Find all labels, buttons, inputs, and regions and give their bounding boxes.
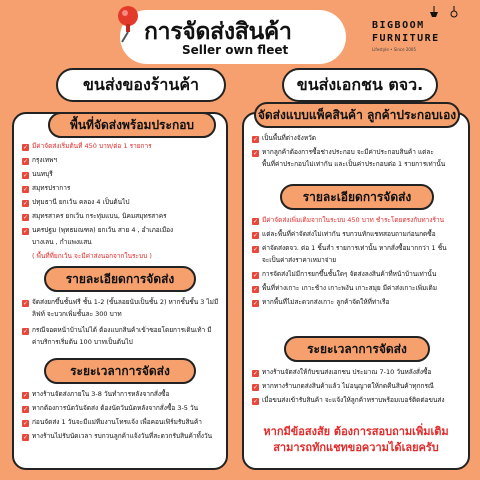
list-item: ✓ เมื่อขนส่งเข้ารับสินค้า จะแจ้งให้ลูกค้าทราบพร้อมเบอร์ติดต่อขนส่ง — [252, 396, 445, 405]
list-item: ✓ กรุงเทพฯ — [22, 156, 58, 165]
left-column-heading: ขนส่งของร้านค้า — [56, 68, 226, 102]
list-item: ✓ จัดส่งยกขึ้นชั้นฟรี ชั้น 1-2 (ขั้นลอยนับเป็นชั้น 2) หากชั้นชั้น 3 ไม่มี — [22, 298, 219, 307]
page-title: การจัดส่งสินค้า — [144, 19, 292, 45]
brand-tagline: Lifestyle • Since 2005 — [372, 47, 416, 52]
check-icon: ✓ — [22, 434, 29, 441]
list-item: ✓ กรณีจอดหน้าบ้านไม่ได้ ต้องแบกสินค้าเข้าซอยโดยการเดินเท้า มี — [22, 326, 212, 335]
list-item-continued: ลิฟท์ จะบวกเพิ่มชั้นละ 300 บาท — [32, 310, 122, 318]
list-item: ✓ หากพื้นที่ไม่สะดวกส่งเกาะ ลูกค้าจัดให้ที่ท่าเรือ — [252, 298, 390, 307]
right-panel — [242, 108, 470, 470]
check-icon: ✓ — [252, 384, 259, 391]
section-delivery-details-province: รายละเอียดการจัดส่ง — [280, 184, 434, 210]
section-delivery-time-province: ระยะเวลาการจัดส่ง — [284, 336, 430, 362]
check-icon: ✓ — [22, 200, 29, 207]
check-icon: ✓ — [22, 328, 29, 335]
list-item: ✓ ทางร้านไม่รับนัดเวลา รบกวนลูกค้าแจ้งวันที่สะดวกรับสินค้าทั้งวัน — [22, 432, 213, 441]
list-item: ✓ พื้นที่ห่างเกาะ เกาะช้าง เกาะพงัน เกาะสมุย มีค่าส่งเกาะเพิ่มเติม — [252, 284, 438, 293]
list-item: ✓ เป็นพื้นที่ต่างจังหวัด — [252, 134, 316, 143]
list-item-continued: ค่าบริการเริ่มต้น 100 บาทเป็นต้นไป — [32, 338, 133, 346]
check-icon: ✓ — [252, 232, 259, 239]
check-icon: ✓ — [22, 228, 29, 235]
list-item-continued: จะเป็นค่าส่งราคาเหมาจ่าย — [262, 256, 337, 264]
check-icon: ✓ — [252, 136, 259, 143]
check-icon: ✓ — [252, 398, 259, 405]
check-icon: ✓ — [252, 272, 259, 279]
list-item: ✓ หากต้องการนัดวันจัดส่ง ต้องนัดวันนัดหลังจากสั่งซื้อ 3-5 วัน — [22, 404, 199, 413]
brand-name-line1: BIGBOOM — [372, 20, 425, 31]
list-item: ✓ ปทุมธานี ยกเว้น คลอง 4 เป็นต้นไป — [22, 198, 130, 207]
left-panel — [12, 112, 228, 470]
check-icon: ✓ — [22, 144, 29, 151]
check-icon: ✓ — [22, 300, 29, 307]
list-item: ✓ หากลูกค้าต้องการซื้อช่างประกอบ จะมีค่าประกอบสินค้า แต่ละ — [252, 148, 434, 157]
list-item: ✓ มีค่าจัดส่งเริ่มต้นที่ 450 บาท/ต่อ 1 รายการ — [22, 142, 152, 151]
list-item-continued: พื้นที่ค่าประกอบไม่เท่ากัน และเป็นค่าประกอบต่อ 1 รายการเท่านั้น — [262, 160, 446, 168]
check-icon: ✓ — [22, 158, 29, 165]
section-assembly-area: พื้นที่จัดส่งพร้อมประกอบ — [48, 112, 216, 138]
check-icon: ✓ — [22, 406, 29, 413]
check-icon: ✓ — [22, 186, 29, 193]
check-icon: ✓ — [252, 370, 259, 377]
list-item: ✓ ทางร้านจัดส่งภายใน 3-8 วันทำการหลังจากสั่งซื้อ — [22, 390, 170, 399]
check-icon: ✓ — [252, 246, 259, 253]
contact-note-line2: สามารถทักแชทขอความได้เลยครับ — [273, 441, 439, 454]
right-column-heading: ขนส่งเอกชน ตจว. — [282, 68, 438, 102]
check-icon: ✓ — [22, 420, 29, 427]
pushpin-icon — [114, 4, 148, 44]
list-item: ✓ ทางร้านจัดส่งให้กับขนส่งเอกชน ประมาณ 7-10 วันหลังสั่งซื้อ — [252, 368, 432, 377]
section-delivery-details: รายละเอียดการจัดส่ง — [44, 266, 196, 292]
list-item: ✓ สมุทรสาคร ยกเว้น กระทุ่มแบน, นิคมสมุทรสาคร — [22, 212, 167, 221]
list-item: ✓ ค่าจัดส่งตจว. ต่อ 1 ชิ้นสำ รายการเท่านั้น หากสั่งซื้อมากกว่า 1 ชิ้น — [252, 244, 447, 253]
section-self-assembly: จัดส่งแบบแพ็คสินค้า ลูกค้าประกอบเอง — [254, 102, 460, 128]
lamp-icon — [424, 6, 470, 18]
section-delivery-time: ระยะเวลาการจัดส่ง — [44, 358, 196, 384]
list-item: ✓ ก่อนจัดส่ง 1 วันจะมีแม่ทีมงานโทรแจ้ง เพื่อคอนเฟิร์มรับสินค้า — [22, 418, 202, 427]
exception-note: ( พื้นที่ที่ยกเว้น จะมีค่าส่งนอกจากในระบบ ) — [32, 252, 152, 260]
check-icon: ✓ — [252, 218, 259, 225]
page-subtitle: Seller own fleet — [182, 43, 289, 57]
brand-name-line2: FURNITURE — [372, 33, 440, 44]
list-item: ✓ แต่ละพื้นที่ค่าจัดส่งไม่เท่ากัน รบกวนทักแชทสอบถามก่อนกดซื้อ — [252, 230, 436, 239]
check-icon: ✓ — [22, 172, 29, 179]
check-icon: ✓ — [252, 286, 259, 293]
check-icon: ✓ — [252, 300, 259, 307]
contact-note-line1: หากมีข้อสงสัย ต้องการสอบถามเพิ่มเติม — [263, 425, 449, 438]
header-banner — [120, 10, 346, 64]
list-item: ✓ สมุทรปราการ — [22, 184, 71, 193]
check-icon: ✓ — [252, 150, 259, 157]
list-item: ✓ นนทบุรี — [22, 170, 53, 179]
check-icon: ✓ — [22, 392, 29, 399]
list-item: ✓ หากทางร้านกดส่งสินค้าแล้ว ไม่อนุญาตให้กดคืนสินค้าทุกกรณี — [252, 382, 434, 391]
check-icon: ✓ — [22, 214, 29, 221]
list-item: ✓ การจัดส่งไม่มีการยกขึ้นชั้นใดๆ จัดส่งลงสินค้าที่หน้าบ้านเท่านั้น — [252, 270, 437, 279]
list-item-continued: บางเลน , กำแพงแสน — [32, 238, 92, 246]
list-item: ✓ มีค่าจัดส่งเพิ่มเติมจากในระบบ 450 บาท ชำระโดยตรงกับทางร้าน — [252, 216, 445, 225]
list-item: ✓ นครปฐม (พุทธมณฑล) ยกเว้น สาย 4 , อำเภอเมือง — [22, 226, 174, 235]
brand-logo — [370, 6, 470, 58]
